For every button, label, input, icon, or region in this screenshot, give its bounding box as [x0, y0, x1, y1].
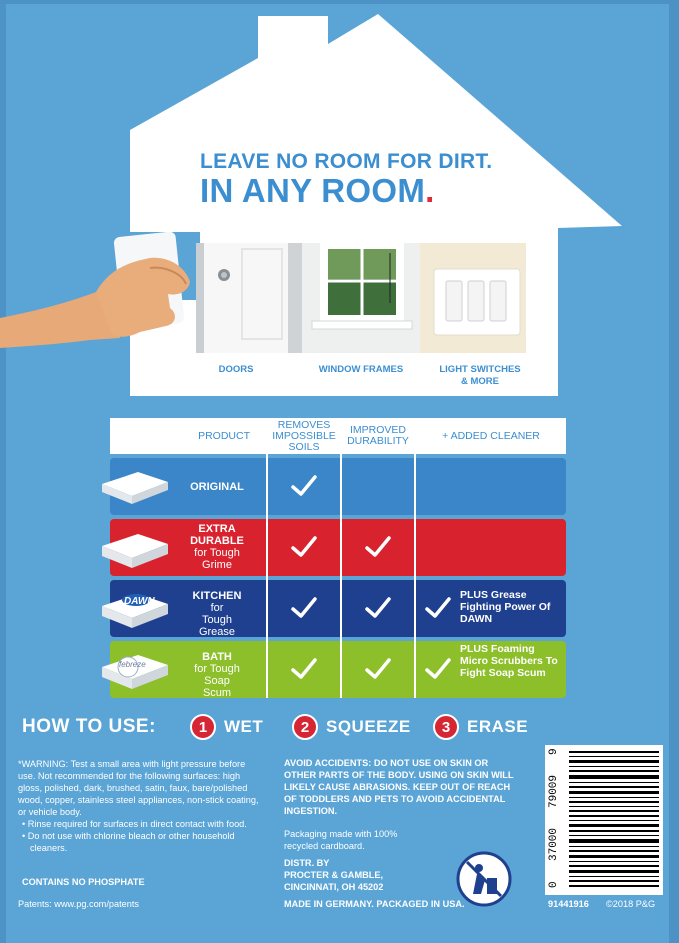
row-sub: for Tough Soap Scum [194, 663, 240, 699]
check-icon [364, 657, 392, 681]
column-divider [340, 418, 342, 698]
patents: Patents: www.pg.com/patents [18, 899, 140, 909]
header-added-cleaner: + ADDED CLEANER [416, 418, 566, 454]
barcode-digit: 37000 [548, 828, 560, 862]
column-divider [266, 418, 268, 698]
step-label: SQUEEZE [326, 717, 411, 736]
how-to-use-title: HOW TO USE: [22, 716, 156, 737]
door-photo [196, 243, 302, 353]
warning-text [18, 758, 262, 854]
headline-line1: LEAVE NO ROOM FOR DIRT. [200, 150, 493, 173]
row-label-original: ORIGINAL [190, 481, 244, 493]
step-label: ERASE [467, 717, 529, 736]
packaging-note: Packaging made with 100% recycled cardboard. [284, 829, 398, 851]
made-in: MADE IN GERMANY. PACKAGED IN USA. [284, 899, 465, 909]
step-number: 2 [292, 714, 318, 740]
warning-bullet: • Do not use with chlorine bleach or other household cleaners. [22, 831, 235, 853]
row-name: KITCHEN [192, 590, 242, 602]
eraser-sponge-extra-durable [98, 524, 170, 570]
step-erase [433, 714, 528, 740]
check-icon [290, 474, 318, 498]
check-icon [364, 596, 392, 620]
dawn-logo: DAWN [124, 596, 155, 607]
header-durability: IMPROVED DURABILITY [342, 418, 414, 454]
row-sub: for Tough Grime [194, 547, 240, 571]
row-label-kitchen [168, 590, 266, 638]
window-photo [302, 243, 420, 353]
row-label-bath [168, 651, 266, 699]
avoid-accidents: AVOID ACCIDENTS: DO NOT USE ON SKIN OR OTHER PARTS OF THE BODY. USING ON SKIN WILL LIKELY CAUSE ABRASIONS. KEEP OUT OF REACH OF TODDLERS AND PETS TO AVOID ACCIDENTAL INGESTION. [284, 758, 514, 816]
row-name: BATH [202, 651, 232, 663]
scene-label-window-frames: WINDOW FRAMES [318, 364, 404, 375]
added-cleaner-kitchen: PLUS Grease Fighting Power Of DAWN [460, 589, 551, 625]
light-switch-photo [420, 243, 526, 353]
check-icon [424, 596, 452, 620]
row-label-extra-durable [168, 523, 266, 571]
scene-label-light-switches: LIGHT SWITCHES & MORE [439, 364, 521, 387]
copyright: ©2018 P&G [606, 899, 656, 909]
barcode-digit: 9 [548, 748, 560, 755]
barcode-digit: 0 [548, 881, 560, 888]
check-icon [290, 596, 318, 620]
distributor: DISTR. BY PROCTER & GAMBLE, CINCINNATI, OH 45202 [284, 858, 384, 892]
barcode [545, 745, 663, 895]
step-number: 3 [433, 714, 459, 740]
added-cleaner-bath: PLUS Foaming Micro Scrubbers To Fight Soap Scum [460, 643, 558, 679]
keep-away-from-children-icon [455, 850, 513, 908]
warning-intro: *WARNING: Test a small area with light pressure before use. Not recommended for the following surfaces: high gloss, polished, dark, brushed, satin, faux, bare/polished wood, copper, stainless steel appliances, non-stick coating, or vehicle body. [18, 759, 259, 817]
step-label: WET [224, 717, 264, 736]
scene-label-doors: DOORS [218, 364, 254, 375]
barcode-panel [545, 745, 663, 895]
check-icon [290, 657, 318, 681]
header-removes: REMOVES IMPOSSIBLE SOILS [268, 418, 340, 454]
warning-bullet: • Rinse required for surfaces in direct contact with food. [22, 819, 247, 829]
check-icon [364, 535, 392, 559]
column-divider [414, 418, 416, 698]
barcode-digits [548, 748, 562, 888]
headline-line2-text: IN ANY ROOM [200, 172, 426, 209]
row-name: EXTRA DURABLE [190, 523, 244, 547]
hand-with-eraser-illustration [0, 228, 200, 358]
step-wet [190, 714, 263, 740]
step-number: 1 [190, 714, 216, 740]
febreze-logo: febreze [119, 660, 146, 669]
product-code: 91441916 [548, 899, 589, 909]
check-icon [290, 535, 318, 559]
header-product: PRODUCT [110, 418, 266, 454]
headline-line2 [200, 172, 520, 210]
barcode-digit: 79009 [548, 774, 560, 808]
eraser-sponge-kitchen [98, 584, 170, 630]
row-sub: for Tough Grease [198, 602, 236, 638]
headline-dot: . [425, 172, 435, 209]
no-phosphate: CONTAINS NO PHOSPHATE [22, 877, 145, 887]
eraser-sponge-original [98, 462, 170, 508]
step-squeeze [292, 714, 411, 740]
check-icon [424, 657, 452, 681]
